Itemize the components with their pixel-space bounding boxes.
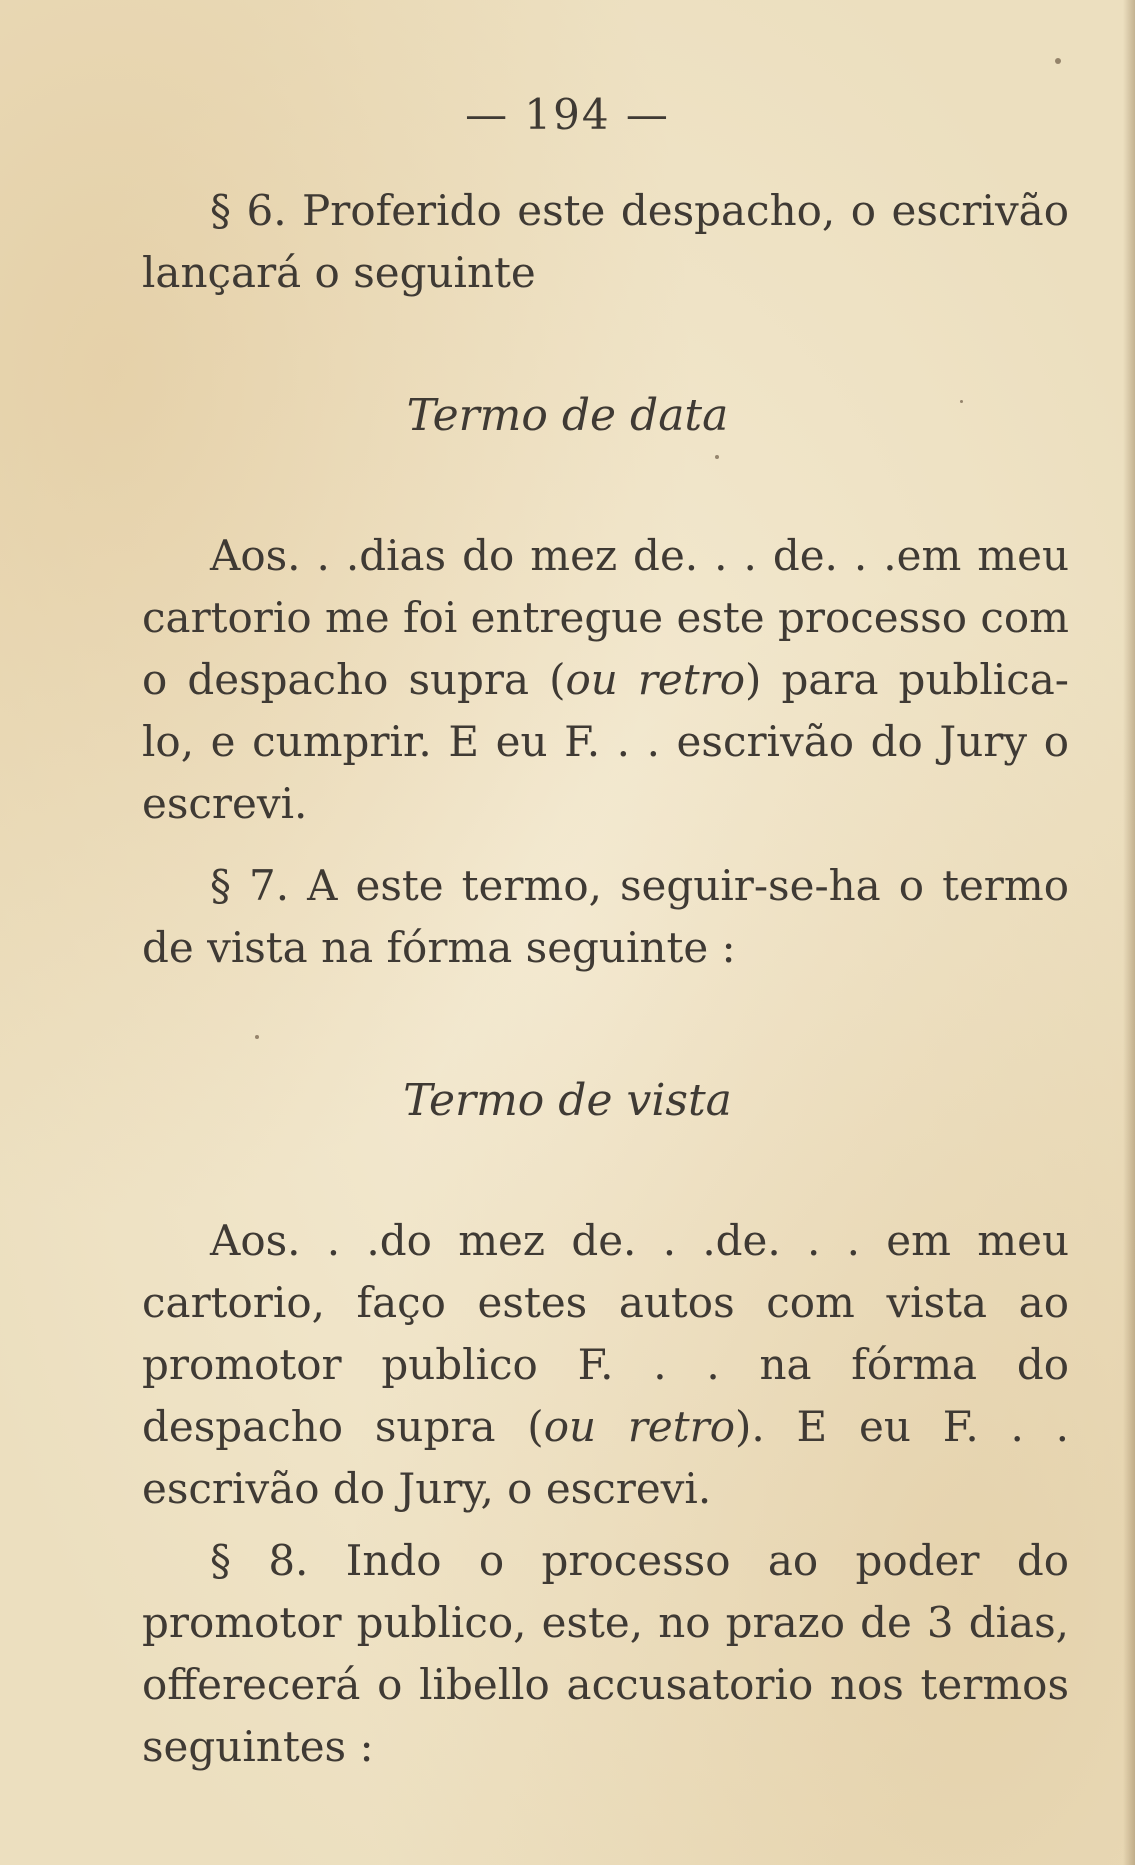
termo-vista-italic: ou retro [543, 1402, 736, 1451]
paragraph-6: § 6. Proferido este despacho, o escrivão lançará o seguinte [142, 186, 1069, 297]
termo-vista-text-start: Aos. . .do mez de. . .de. . . em meu cartorio, faço estes autos com vista ao promotor publico F. . . na fórma do despacho supra ( [142, 1216, 1069, 1451]
ink-speck [255, 1035, 259, 1039]
ink-speck [1055, 58, 1061, 64]
termo-data-text-start: Aos. . .dias do mez de. . . de. . .em meu cartorio me foi entregue este processo com o despacho supra ( [142, 531, 1069, 704]
page-edge-shadow [1123, 0, 1135, 1865]
heading-termo-de-data: Termo de data [406, 390, 729, 441]
termo-de-vista-text [142, 1210, 1069, 1520]
ink-speck [715, 455, 719, 459]
termo-vista-text-end: ). E eu F. . . escrivão do Jury, o escrevi. [142, 1402, 1069, 1513]
termo-de-data-text [142, 525, 1069, 835]
paragraph-7: § 7. A este termo, seguir-se-ha o termo de vista na fórma seguinte : [142, 861, 1069, 972]
termo-data-italic: ou retro [565, 655, 746, 704]
heading-termo-de-vista: Termo de vista [403, 1075, 732, 1126]
paragraph-8: § 8. Indo o processo ao poder do promotor publico, este, no prazo de 3 dias, offerecerá o libello accusatorio nos termos seguintes : [142, 1536, 1069, 1771]
termo-data-text-end: ) para publica-lo, e cumprir. E eu F. . . escrivão do Jury o escrevi. [142, 655, 1069, 828]
page-number: — 194 — [465, 90, 670, 139]
